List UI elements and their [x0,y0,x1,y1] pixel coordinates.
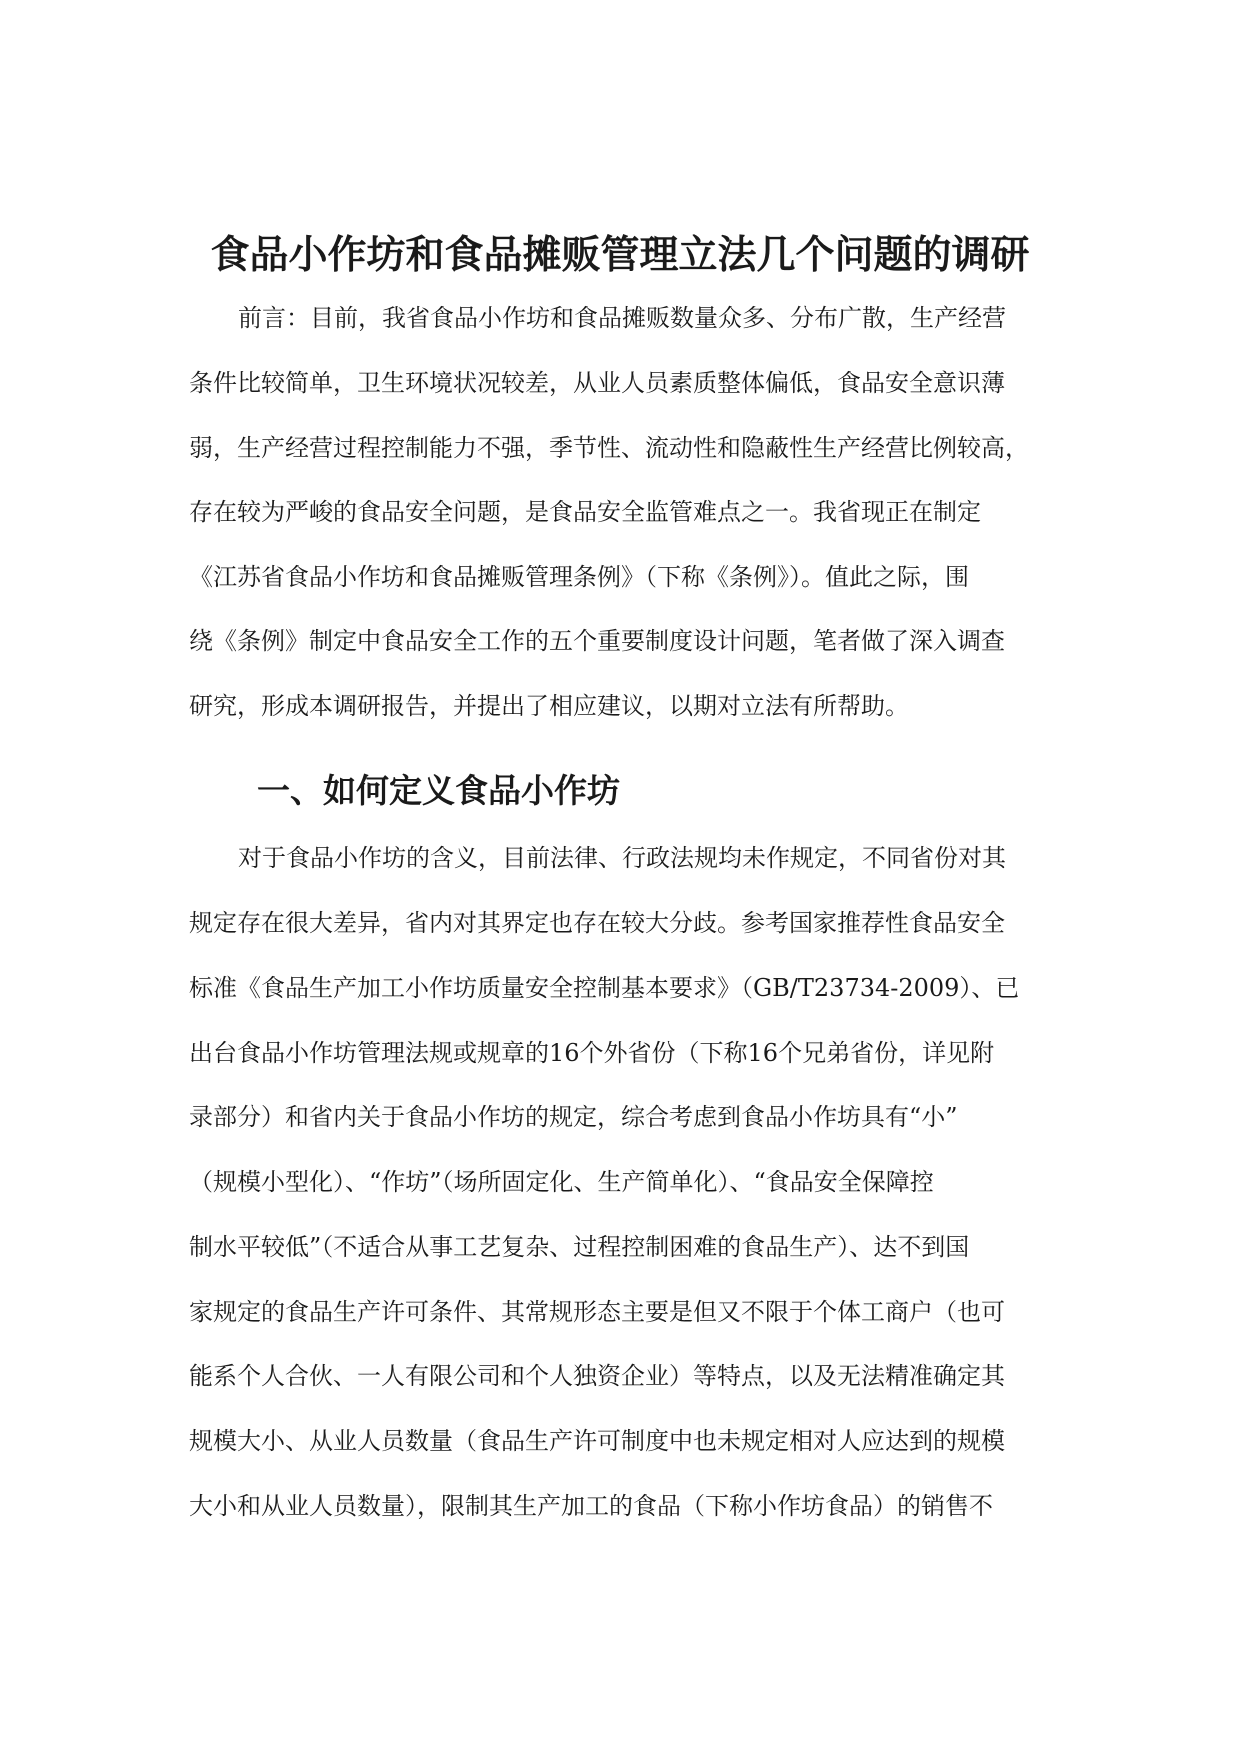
body-line: 大小和从业人员数量），限制其生产加工的食品（下称小作坊食品）的销售不 [189,1492,993,1520]
body-line: 规定存在很大差异，省内对其界定也存在较大分歧。参考国家推荐性食品安全 [189,909,1005,937]
document-title: 食品小作坊和食品摊贩管理立法几个问题的调研 [210,233,1030,278]
body-line: 出台食品小作坊管理法规或规章的16个外省份（下称16个兄弟省份，详见附 [189,1039,995,1067]
body-line: 标准《食品生产加工小作坊质量安全控制基本要求》（GB/T23734-2009）、已 [189,974,1020,1002]
body-line: 规模大小、从业人员数量（食品生产许可制度中也未规定相对人应达到的规模 [189,1427,1005,1455]
body-line: （规模小型化）、“作坊”（场所固定化、生产简单化）、“食品安全保障控 [189,1168,934,1196]
body-line: 家规定的食品生产许可条件、其常规形态主要是但又不限于个体工商户（也可 [189,1298,1005,1326]
body-line: 对于食品小作坊的含义，目前法律、行政法规均未作规定，不同省份对其 [238,844,1006,872]
preface-line: 研究，形成本调研报告，并提出了相应建议，以期对立法有所帮助。 [189,692,909,720]
preface-line: 弱，生产经营过程控制能力不强，季节性、流动性和隐蔽性生产经营比例较高， [189,434,1029,462]
preface-line: 《江苏省食品小作坊和食品摊贩管理条例》（下称《条例》）。值此之际，围 [189,563,969,591]
body-line: 制水平较低”（不适合从事工艺复杂、过程控制困难的食品生产）、达不到国 [189,1233,970,1261]
section-heading: 一、如何定义食品小作坊 [257,771,620,810]
preface-line: 绕《条例》制定中食品安全工作的五个重要制度设计问题，笔者做了深入调查 [189,627,1005,655]
body-line: 能系个人合伙、一人有限公司和个人独资企业）等特点，以及无法精准确定其 [189,1362,1005,1390]
preface-line: 前言：目前，我省食品小作坊和食品摊贩数量众多、分布广散，生产经营 [238,304,1006,332]
preface-line: 存在较为严峻的食品安全问题，是食品安全监管难点之一。我省现正在制定 [189,498,981,526]
body-line: 录部分）和省内关于食品小作坊的规定，综合考虑到食品小作坊具有“小” [189,1103,958,1131]
preface-line: 条件比较简单，卫生环境状况较差，从业人员素质整体偏低，食品安全意识薄 [189,369,1005,397]
